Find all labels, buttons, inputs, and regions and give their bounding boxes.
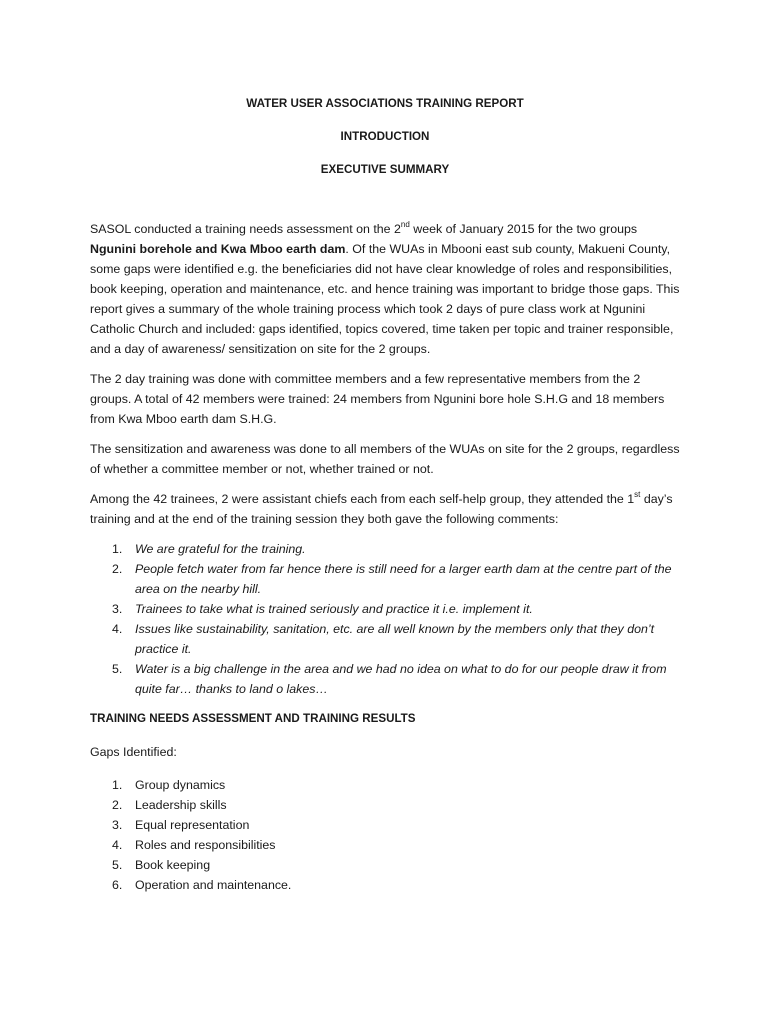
paragraph-sensitization: The sensitization and awareness was done to all members of the WUAs on site for the 2 groups, regardless of whether a committee member or not, whether trained or not. [90, 442, 680, 476]
list-item: 5. Water is a big challenge in the area and we had no idea on what to do for our people draw it from quite far… thanks to land o lakes… [112, 662, 667, 696]
paragraph-training-members: The 2 day training was done with committee members and a few representative members from the 2 groups. A total of 42 members were trained: 24 members from Ngunini bore hole S.H.G and 18 members from Kwa Mboo earth dam S.H.G. [90, 372, 665, 426]
spacer [90, 193, 680, 219]
section-heading: TRAINING NEEDS ASSESSMENT AND TRAINING RESULTS [90, 712, 416, 725]
comments-list [90, 539, 680, 699]
list-item: 2. Leadership skills [112, 798, 227, 812]
list-item: 3. Equal representation [112, 818, 250, 832]
list-item: 1. We are grateful for the training. [112, 542, 306, 556]
list-item: 3. Trainees to take what is trained seriously and practice it i.e. implement it. [112, 602, 533, 616]
list-item: 1. Group dynamics [112, 778, 226, 792]
group-names: Ngunini borehole and Kwa Mboo earth dam [90, 242, 346, 256]
list-item: 2. People fetch water from far hence there is still need for a larger earth dam at the centre part of the area on the nearby hill. [112, 562, 672, 596]
paragraph-assessment: SASOL conducted a training needs assessment on the 2nd week of January 2015 for the two groups Ngunini borehole and Kwa Mboo earth dam. Of the WUAs in Mbooni east sub county, Makueni County, some gaps were identified e.g. the beneficiaries did not have clear knowledge of roles and responsibilities, book keeping, operation and maintenance, etc. and hence training was important to bridge those gaps. This report gives a summary of the whole training process which took 2 days of pure class work at Ngunini Catholic Church and included: gaps identified, topics covered, time taken per topic and trainer responsible, and a day of awareness/ sensitization on site for the 2 groups. [90, 219, 680, 356]
report-title: WATER USER ASSOCIATIONS TRAINING REPORT [246, 97, 524, 110]
gaps-label: Gaps Identified: [90, 745, 177, 759]
list-item: 4. Issues like sustainability, sanitation, etc. are all well known by the members only that they don’t practice it. [112, 622, 655, 656]
paragraph-trainees: Among the 42 trainees, 2 were assistant chiefs each from each self-help group, they attended the 1st day’s training and at the end of the training session they both gave the following comments: [90, 489, 673, 526]
list-item: 5. Book keeping [112, 858, 211, 872]
list-item: 4. Roles and responsibilities [112, 838, 276, 852]
executive-summary-heading: EXECUTIVE SUMMARY [320, 163, 450, 176]
gaps-list [90, 775, 680, 895]
list-item: 6. Operation and maintenance. [112, 878, 292, 892]
introduction-heading: INTRODUCTION [340, 130, 430, 143]
